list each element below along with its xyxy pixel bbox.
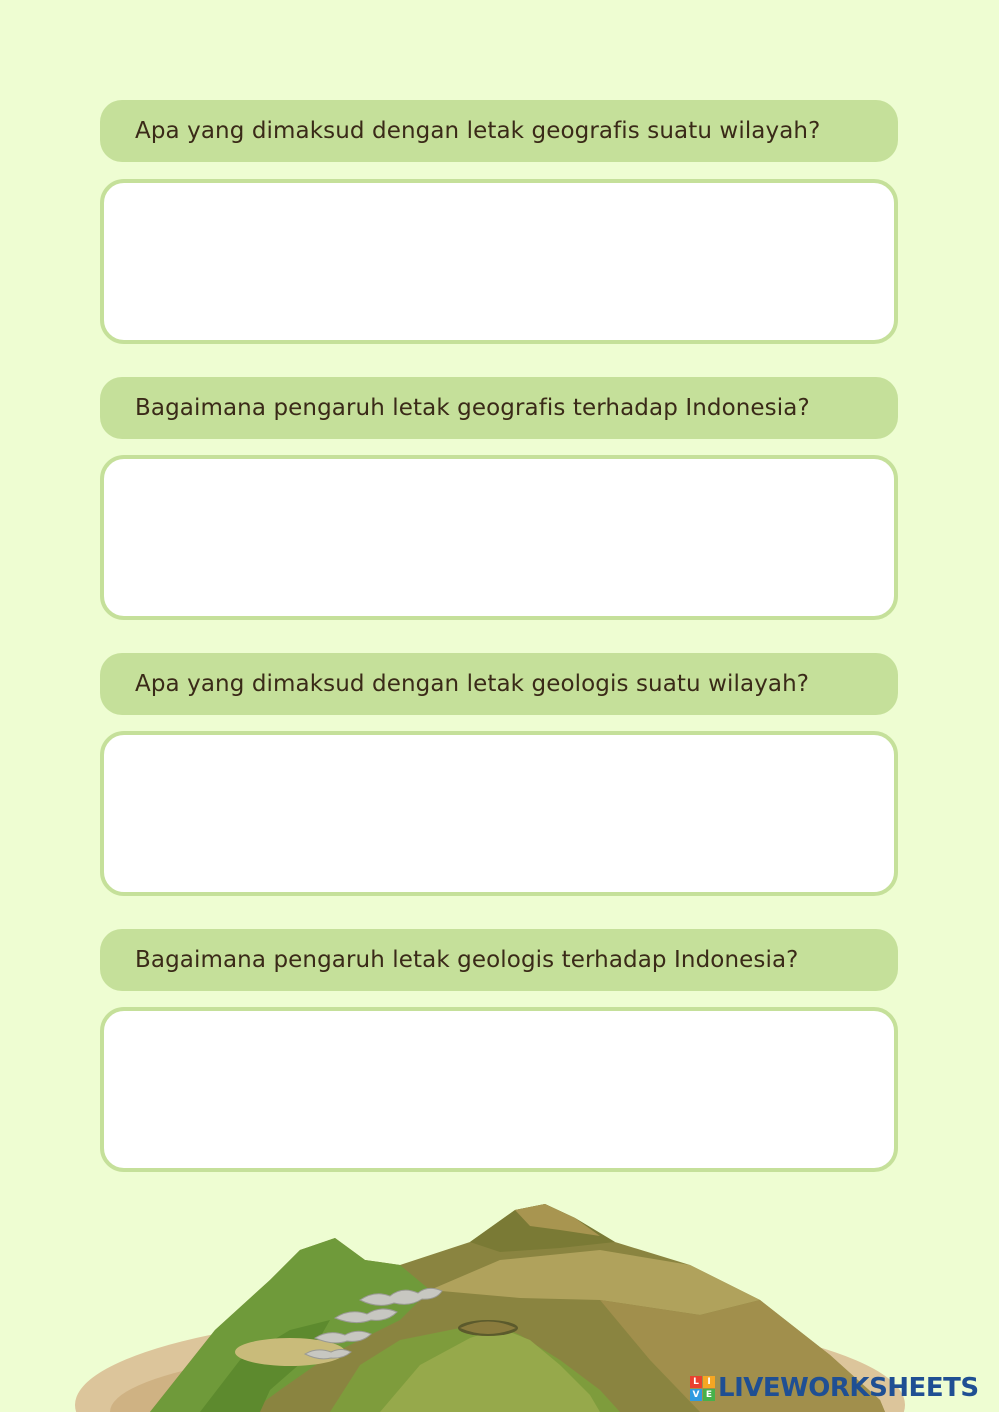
logo-letter-l: L bbox=[690, 1376, 702, 1388]
logo-letter-i: I bbox=[703, 1376, 715, 1388]
answer-1-field[interactable] bbox=[100, 179, 898, 344]
logo-letter-e: E bbox=[703, 1389, 715, 1401]
liveworksheets-logo bbox=[690, 1372, 979, 1404]
logo-text: LIVEWORKSHEETS bbox=[718, 1373, 979, 1403]
question-1-label: Apa yang dimaksud dengan letak geografis suatu wilayah? bbox=[100, 100, 898, 162]
question-2-label: Bagaimana pengaruh letak geografis terhadap Indonesia? bbox=[100, 377, 898, 439]
question-4-label: Bagaimana pengaruh letak geologis terhadap Indonesia? bbox=[100, 929, 898, 991]
answer-4-field[interactable] bbox=[100, 1007, 898, 1172]
question-3-label: Apa yang dimaksud dengan letak geologis suatu wilayah? bbox=[100, 653, 898, 715]
logo-letter-v: V bbox=[690, 1389, 702, 1401]
answer-2-field[interactable] bbox=[100, 455, 898, 620]
answer-3-field[interactable] bbox=[100, 731, 898, 896]
logo-letter-grid bbox=[690, 1376, 715, 1401]
